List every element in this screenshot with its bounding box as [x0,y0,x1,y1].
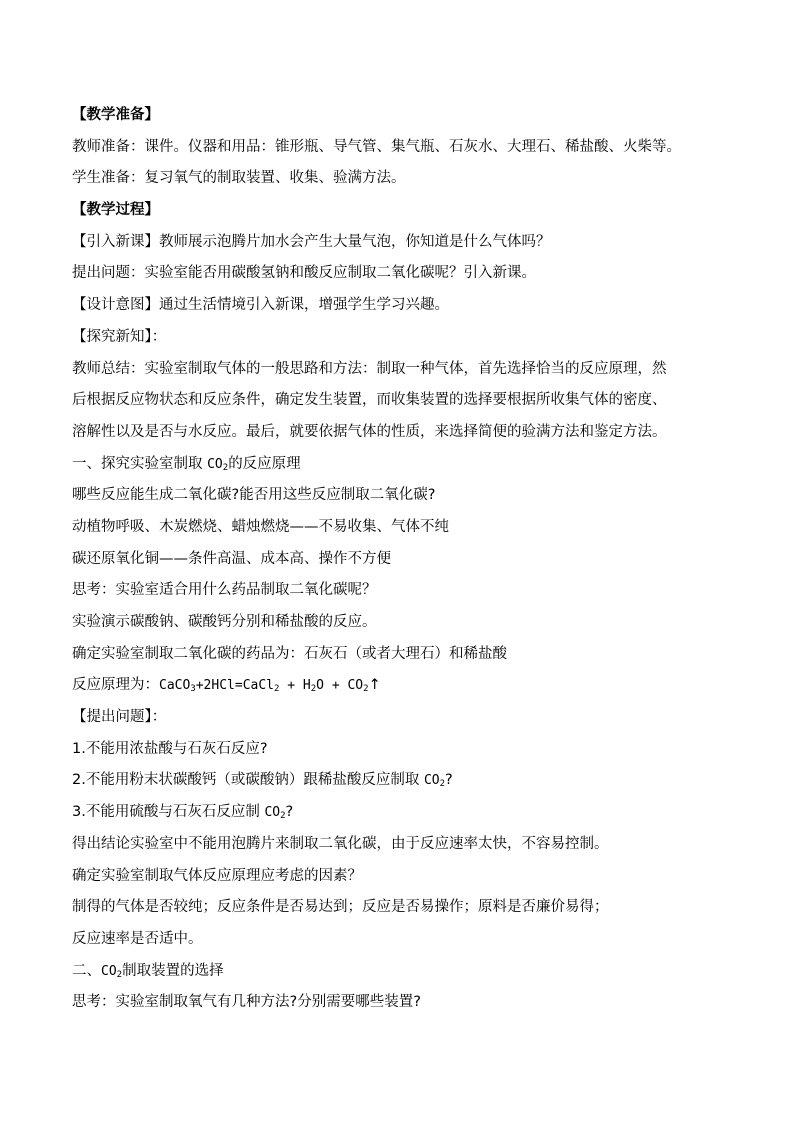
section-1-prefix: 一、探究实验室制取 [72,455,208,472]
co2-formula: $CO_2$ [264,805,286,822]
summary-line-3: 溶解性以及是否与水反应。最后，就要依据气体的性质，来选择简便的验满方法和鉴定方法。 [72,423,667,440]
raise-question-line: 提出问题：实验室能否用碳酸氢钠和酸反应制取二氧化碳呢？引入新课。 [72,265,536,282]
explore-heading: 【探究新知】： [72,328,167,345]
confirm-reagents-line: 确定实验室制取二氧化碳的药品为：石灰石（或者大理石）和稀盐酸 [72,645,507,662]
section-2-heading: 二、$CO_2$制取装置的选择 [72,962,224,980]
chemical-equation: CaCO$_3$+2HCl=CaCl$_2$ + $H_2O + CO_2$ [159,678,369,695]
respiration-line: 动植物呼吸、木炭燃烧、蜡烛燃烧——不易收集、气体不纯 [72,518,449,535]
factors-question-line: 确定实验室制取气体反应原理应考虑的因素？ [72,867,362,884]
summary-line-1: 教师总结：实验室制取气体的一般思路和方法：制取一种气体，首先选择恰当的反应原理，然 [72,360,667,377]
principle-label: 反应原理为： [72,677,159,694]
gas-arrow-icon: ↑ [368,677,381,694]
question-2: 2.不能用粉末状碳酸钙（或碳酸钠）跟稀盐酸反应制取 $CO_2$? [72,772,453,790]
design-intent-line: 【设计意图】通过生活情境引入新课，增强学生学习兴趣。 [72,297,449,314]
co2-formula: $CO_2$ [101,963,123,980]
section-1-heading [72,449,732,481]
reaction-principle-line [72,670,732,702]
intro-new-lesson-line: 【引入新课】教师展示泡腾片加水会产生大量气泡，你知道是什么气体吗？ [72,233,551,250]
think-1-line: 思考：实验室适合用什么药品制取二氧化碳呢？ [72,582,377,599]
co2-formula: $CO_2$ [423,773,446,790]
section-1-suffix: 的反应原理 [228,455,301,472]
co2-formula: $CO_2$ [207,456,229,473]
think-2-line: 思考：实验室制取氧气有几种方法?分别需要哪些装置? [72,994,421,1011]
factors-answer-line-2: 反应速率是否适中。 [72,930,203,947]
factors-answer-line-1: 制得的气体是否较纯；反应条件是否易达到；反应是否易操作；原料是否廉价易得； [72,899,609,916]
teacher-prep-line: 教师准备：课件。仪器和用品：锥形瓶、导气管、集气瓶、石灰水、大理石、稀盐酸、火柴等。 [72,138,681,155]
question-3: 3.不能用硫酸与石灰石反应制 $CO_2$? [72,804,294,822]
student-prep-line: 学生准备：复习氧气的制取装置、收集、验满方法。 [72,170,406,187]
teaching-process-heading: 【教学过程】 [72,202,159,219]
carbon-reduction-line: 碳还原氧化铜——条件高温、成本高、操作不方便 [72,550,391,567]
document-page [72,100,732,1019]
which-reactions-line: 哪些反应能生成二氧化碳?能否用这些反应制取二氧化碳? [72,487,436,504]
demo-line: 实验演示碳酸钠、碳酸钙分别和稀盐酸的反应。 [72,614,377,630]
teaching-prep-heading: 【教学准备】 [72,107,159,123]
raise-questions-heading: 【提出问题】： [72,709,167,726]
question-1: 1.不能用浓盐酸与石灰石反应? [72,740,268,757]
conclusion-line: 得出结论实验室中不能用泡腾片来制取二氧化碳，由于反应速率太快，不容易控制。 [72,835,609,852]
summary-line-2: 后根据反应物状态和反应条件，确定发生装置，而收集装置的选择要根据所收集气体的密度、 [72,392,667,409]
